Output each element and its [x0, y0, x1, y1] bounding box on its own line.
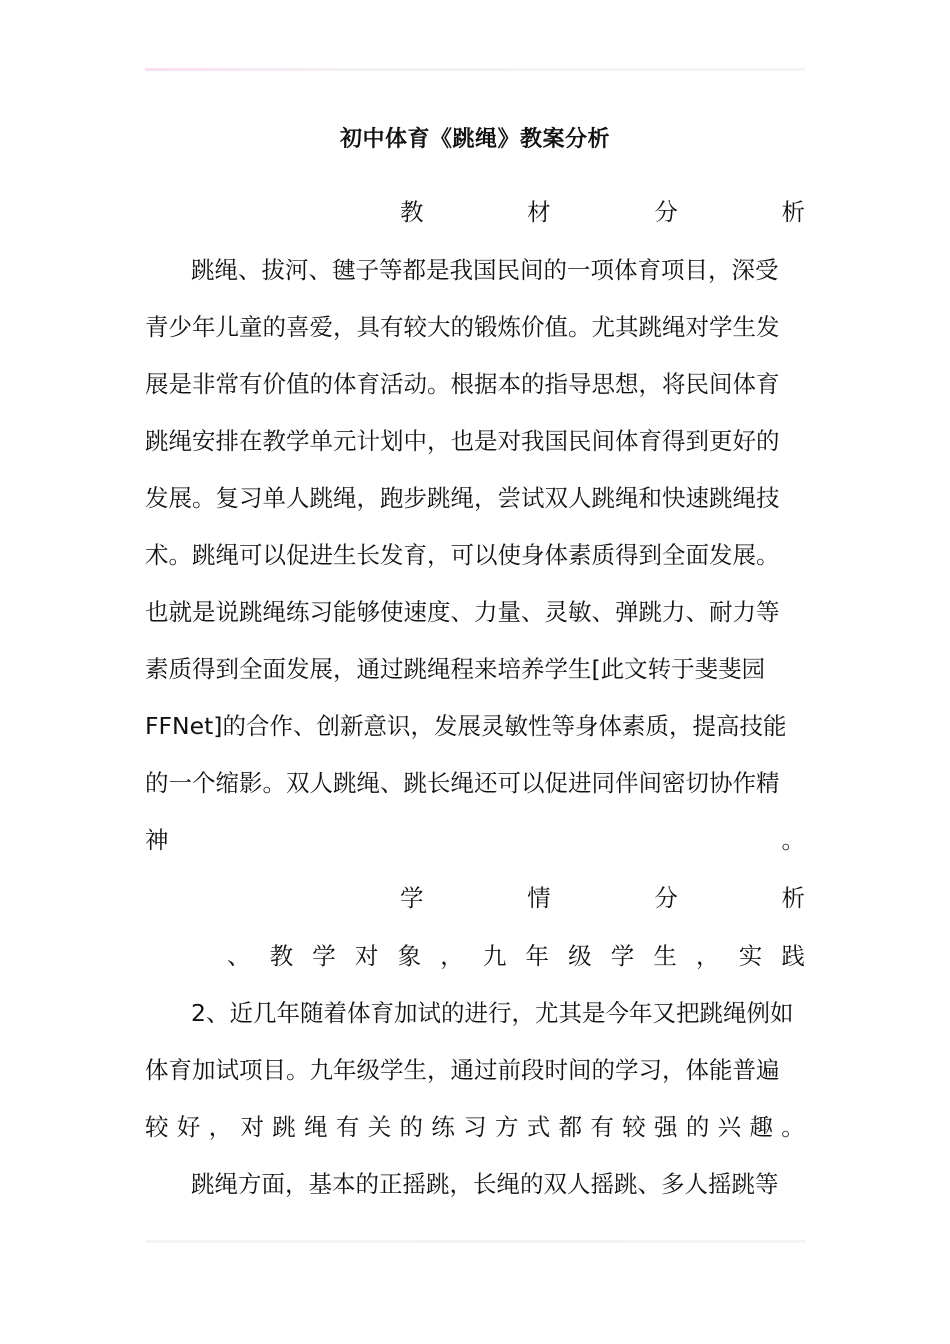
heading-char: 分 — [654, 884, 678, 912]
paragraph-line: 发展。复习单人跳绳，跑步跳绳，尝试双人跳绳和快速跳绳技 — [145, 484, 780, 512]
text-char: 都 — [558, 1113, 583, 1141]
text-char: 较 — [622, 1113, 646, 1141]
text-char: 强 — [654, 1113, 678, 1141]
paragraph-line: 的一个缩影。双人跳绳、跳长绳还可以促进同伴间密切协作精 — [145, 769, 780, 797]
paragraph-line: 体育加试项目。九年级学生，通过前段时间的学习，体能普遍 — [145, 1056, 780, 1084]
document-title: 初中体育《跳绳》教案分析 — [339, 127, 610, 152]
section-heading-learner-analysis — [145, 878, 805, 918]
text-char: 关 — [367, 1113, 392, 1141]
text-char: 习 — [463, 1113, 487, 1141]
paragraph-line: 跳绳、拔河、毽子等都是我国民间的一项体育项目，深受 — [191, 256, 779, 284]
paragraph-line: 跳绳安排在教学单元计划中，也是对我国民间体育得到更好的 — [145, 427, 780, 455]
text-char: ， — [696, 942, 720, 970]
paragraph-line: 2、近几年随着体育加试的进行，尤其是今年又把跳绳例如 — [191, 999, 794, 1027]
text-char: 级 — [568, 942, 592, 970]
text-char: 有 — [335, 1113, 360, 1141]
text-char: 。 — [781, 826, 805, 854]
text-char: ， — [440, 942, 464, 970]
heading-char: 学 — [400, 884, 424, 912]
paragraph-spread-line — [145, 1107, 805, 1147]
text-char: 绳 — [304, 1113, 328, 1141]
text-char: 的 — [399, 1113, 423, 1141]
text-char: ， — [208, 1113, 233, 1141]
heading-char: 教 — [400, 198, 424, 226]
text-char: 式 — [526, 1113, 551, 1141]
teaching-target-line — [145, 936, 805, 976]
text-char: 方 — [494, 1113, 519, 1141]
text-char: 教 — [269, 942, 294, 970]
paragraph-line: 素质得到全面发展，通过跳绳程来培养学生[此文转于斐斐园 — [145, 655, 766, 683]
text-char: 兴 — [717, 1113, 742, 1141]
text-char: 的 — [685, 1113, 710, 1141]
header-rule — [145, 68, 805, 71]
text-char: 九 — [482, 942, 507, 970]
text-char: 学 — [312, 942, 336, 970]
text-char: 神 — [145, 826, 169, 854]
text-char: 较 — [145, 1113, 169, 1141]
text-char: 对 — [240, 1113, 264, 1141]
paragraph-line: 跳绳方面，基本的正摇跳，长绳的双人摇跳、多人摇跳等 — [191, 1170, 779, 1198]
text-char: 趣 — [749, 1113, 773, 1141]
heading-char: 析 — [781, 198, 805, 226]
text-char: 练 — [431, 1113, 455, 1141]
paragraph-line: 术。跳绳可以促进生长发育，可以使身体素质得到全面发展。 — [145, 541, 780, 569]
text-char: 象 — [397, 942, 422, 970]
text-char: 践 — [781, 942, 805, 970]
footer-rule — [145, 1240, 805, 1243]
paragraph-line: 青少年儿童的喜爱，具有较大的锻炼价值。尤其跳绳对学生发 — [145, 313, 780, 341]
text-char: 。 — [781, 1113, 805, 1141]
section-heading-textbook-analysis — [145, 192, 805, 232]
paragraph-line: FFNet]的合作、创新意识，发展灵敏性等身体素质，提高技能 — [145, 712, 787, 740]
heading-char: 材 — [527, 198, 551, 226]
text-char: 、 — [227, 942, 251, 970]
paragraph-line: 也就是说跳绳练习能够使速度、力量、灵敏、弹跳力、耐力等 — [145, 598, 780, 626]
text-char: 实 — [738, 942, 763, 970]
heading-char: 分 — [654, 198, 678, 226]
heading-char: 析 — [781, 884, 805, 912]
text-char: 学 — [610, 942, 635, 970]
text-char: 有 — [590, 1113, 614, 1141]
text-char: 对 — [354, 942, 379, 970]
heading-char: 情 — [527, 884, 551, 912]
text-char: 生 — [653, 942, 677, 970]
text-char: 年 — [525, 942, 549, 970]
text-char: 好 — [176, 1113, 201, 1141]
paragraph-line: 展是非常有价值的体育活动。根据本的指导思想，将民间体育 — [145, 370, 780, 398]
text-char: 跳 — [272, 1113, 296, 1141]
paragraph-last-line — [145, 820, 805, 860]
